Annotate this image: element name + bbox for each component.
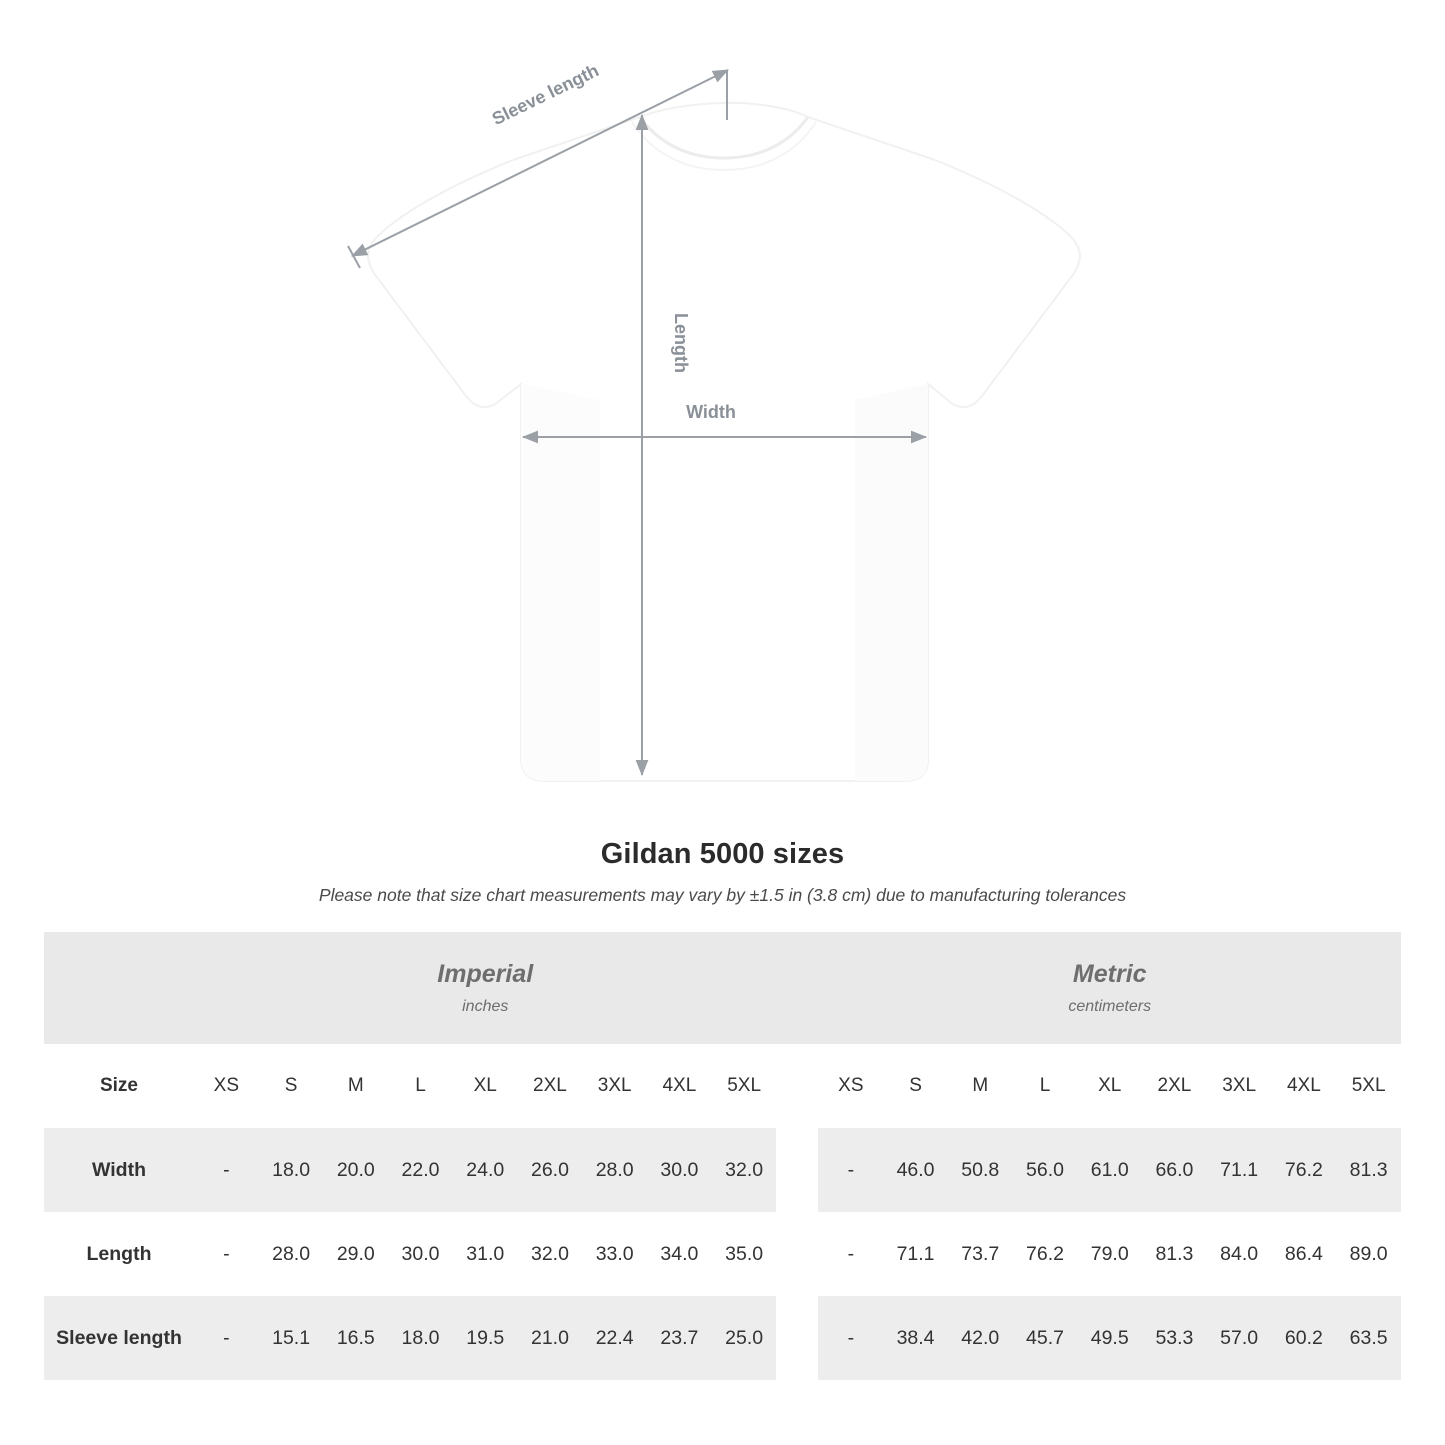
sleeve-imperial-l: 18.0: [388, 1296, 453, 1380]
measurement-note: Please note that size chart measurements may vary by ±1.5 in (3.8 cm) due to manufacturing tolerances: [318, 885, 1127, 905]
sleeve-length-label: Sleeve length: [488, 60, 602, 130]
size-table: [44, 932, 1401, 1380]
sleeve-imperial-m: 16.5: [323, 1296, 388, 1380]
length-gap: [776, 1212, 818, 1296]
unit-header-row: [44, 932, 1401, 1044]
unit-header-blank: [44, 932, 194, 1044]
width-imperial-l: 22.0: [388, 1128, 453, 1212]
length-imperial-xl: 31.0: [453, 1212, 518, 1296]
metric-name: Metric: [1072, 960, 1147, 988]
header-imperial-4xl: 4XL: [647, 1044, 712, 1128]
length-metric-l: 76.2: [1013, 1212, 1078, 1296]
length-metric-2xl: 81.3: [1142, 1212, 1207, 1296]
sleeve-imperial-xl: 19.5: [453, 1296, 518, 1380]
sleeve-metric-4xl: 60.2: [1272, 1296, 1337, 1380]
length-metric-xs: -: [818, 1212, 883, 1296]
table-row-width: [44, 1128, 1401, 1212]
metric-sub: centimeters: [1068, 998, 1152, 1015]
width-imperial-5xl: 32.0: [712, 1128, 777, 1212]
header-metric-l: L: [1013, 1044, 1078, 1128]
width-metric-4xl: 76.2: [1272, 1128, 1337, 1212]
sleeve-metric-2xl: 53.3: [1142, 1296, 1207, 1380]
length-metric-3xl: 84.0: [1207, 1212, 1272, 1296]
sleeve-metric-3xl: 57.0: [1207, 1296, 1272, 1380]
header-size: Size: [44, 1044, 194, 1128]
length-imperial-m: 29.0: [323, 1212, 388, 1296]
header-imperial-xs: XS: [194, 1044, 259, 1128]
length-imperial-xs: -: [194, 1212, 259, 1296]
width-metric-xs: -: [818, 1128, 883, 1212]
width-metric-2xl: 66.0: [1142, 1128, 1207, 1212]
header-metric-3xl: 3XL: [1207, 1044, 1272, 1128]
width-imperial-2xl: 26.0: [518, 1128, 583, 1212]
row-label-width: Width: [44, 1128, 194, 1212]
size-table-wrap: [0, 932, 1445, 1380]
header-imperial-3xl: 3XL: [582, 1044, 647, 1128]
sleeve-metric-xs: -: [818, 1296, 883, 1380]
width-gap: [776, 1128, 818, 1212]
width-imperial-s: 18.0: [259, 1128, 324, 1212]
width-metric-m: 50.8: [948, 1128, 1013, 1212]
width-imperial-m: 20.0: [323, 1128, 388, 1212]
row-label-length: Length: [44, 1212, 194, 1296]
header-metric-xl: XL: [1077, 1044, 1142, 1128]
sleeve-imperial-2xl: 21.0: [518, 1296, 583, 1380]
header-imperial-xl: XL: [453, 1044, 518, 1128]
sleeve-imperial-5xl: 25.0: [712, 1296, 777, 1380]
width-imperial-4xl: 30.0: [647, 1128, 712, 1212]
width-imperial-3xl: 28.0: [582, 1128, 647, 1212]
header-metric-5xl: 5XL: [1336, 1044, 1401, 1128]
sleeve-metric-l: 45.7: [1013, 1296, 1078, 1380]
length-metric-4xl: 86.4: [1272, 1212, 1337, 1296]
sleeve-imperial-xs: -: [194, 1296, 259, 1380]
header-imperial-5xl: 5XL: [712, 1044, 777, 1128]
length-imperial-l: 30.0: [388, 1212, 453, 1296]
sleeve-imperial-3xl: 22.4: [582, 1296, 647, 1380]
length-metric-xl: 79.0: [1077, 1212, 1142, 1296]
header-imperial-l: L: [388, 1044, 453, 1128]
imperial-sub: inches: [462, 998, 509, 1015]
width-label: Width: [686, 402, 736, 422]
sleeve-metric-s: 38.4: [883, 1296, 948, 1380]
header-metric-m: M: [948, 1044, 1013, 1128]
length-imperial-s: 28.0: [259, 1212, 324, 1296]
sleeve-metric-m: 42.0: [948, 1296, 1013, 1380]
unit-header-gap: [776, 932, 818, 1044]
length-metric-s: 71.1: [883, 1212, 948, 1296]
width-metric-l: 56.0: [1013, 1128, 1078, 1212]
length-metric-5xl: 89.0: [1336, 1212, 1401, 1296]
width-metric-3xl: 71.1: [1207, 1128, 1272, 1212]
tshirt-shape: [368, 103, 1080, 781]
header-metric-2xl: 2XL: [1142, 1044, 1207, 1128]
unit-header-metric: [818, 932, 1401, 1044]
sleeve-gap: [776, 1296, 818, 1380]
size-header-row: [44, 1044, 1401, 1128]
width-metric-s: 46.0: [883, 1128, 948, 1212]
header-imperial-m: M: [323, 1044, 388, 1128]
row-label-sleeve-length: Sleeve length: [44, 1296, 194, 1380]
length-imperial-2xl: 32.0: [518, 1212, 583, 1296]
title-block: [0, 838, 1445, 906]
length-imperial-4xl: 34.0: [647, 1212, 712, 1296]
sleeve-imperial-4xl: 23.7: [647, 1296, 712, 1380]
width-metric-xl: 61.0: [1077, 1128, 1142, 1212]
table-row-length: [44, 1212, 1401, 1296]
header-metric-xs: XS: [818, 1044, 883, 1128]
length-label: Length: [671, 313, 691, 373]
imperial-name: Imperial: [437, 960, 534, 988]
header-imperial-2xl: 2XL: [518, 1044, 583, 1128]
length-imperial-5xl: 35.0: [712, 1212, 777, 1296]
sleeve-imperial-s: 15.1: [259, 1296, 324, 1380]
sleeve-metric-5xl: 63.5: [1336, 1296, 1401, 1380]
header-metric-4xl: 4XL: [1272, 1044, 1337, 1128]
header-metric-s: S: [883, 1044, 948, 1128]
header-imperial-s: S: [259, 1044, 324, 1128]
table-row-sleeve-length: [44, 1296, 1401, 1380]
length-metric-m: 73.7: [948, 1212, 1013, 1296]
width-imperial-xs: -: [194, 1128, 259, 1212]
width-metric-5xl: 81.3: [1336, 1128, 1401, 1212]
length-imperial-3xl: 33.0: [582, 1212, 647, 1296]
header-gap: [776, 1044, 818, 1128]
sleeve-metric-xl: 49.5: [1077, 1296, 1142, 1380]
width-imperial-xl: 24.0: [453, 1128, 518, 1212]
unit-header-imperial: [194, 932, 776, 1044]
page-title: Gildan 5000 sizes: [600, 838, 845, 870]
